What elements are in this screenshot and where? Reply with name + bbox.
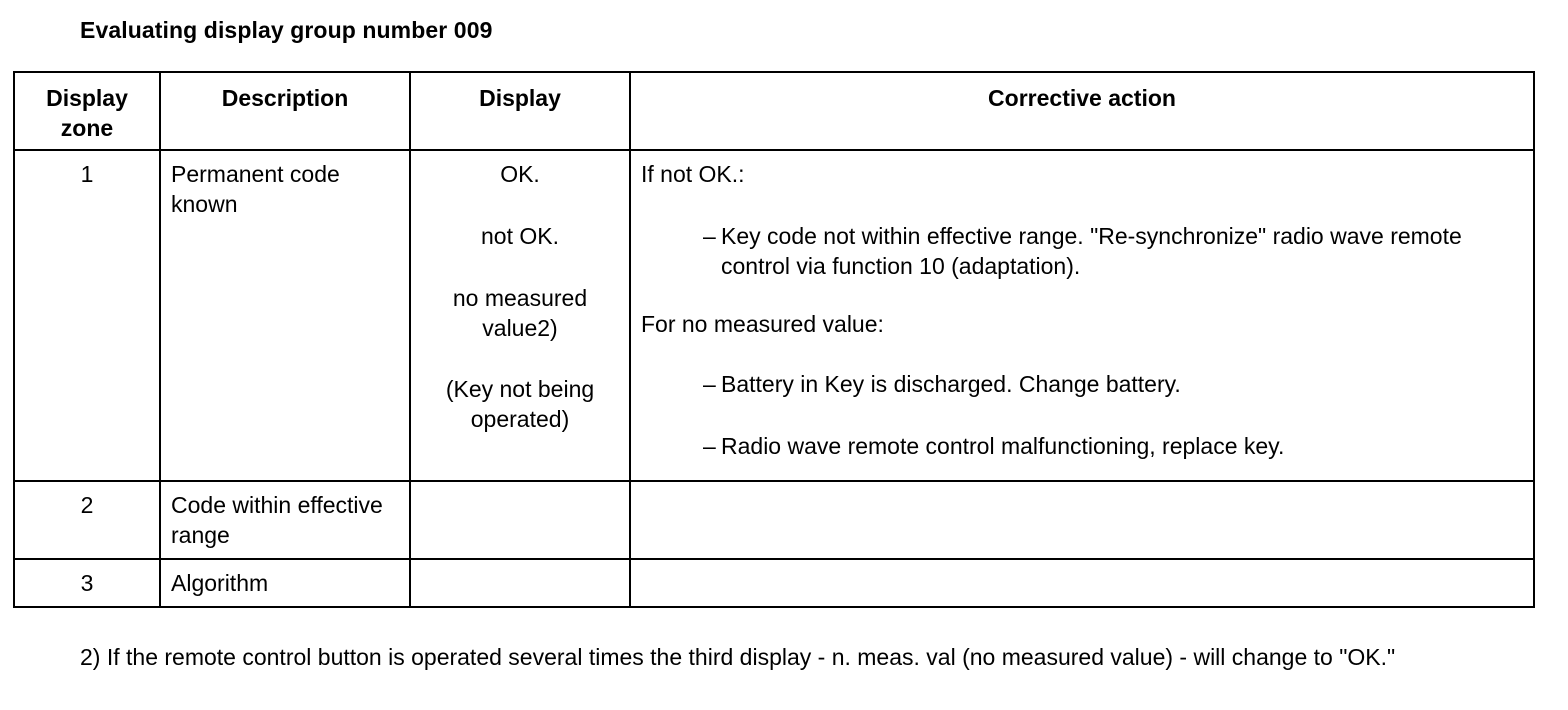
- action-bullet-text: Radio wave remote control malfunctioning, replace key.: [721, 433, 1285, 459]
- corrective-action-cell: [630, 150, 1534, 481]
- action-bullet-text: Battery in Key is discharged. Change battery.: [721, 371, 1181, 397]
- header-display: Display: [410, 72, 630, 150]
- action-bullet: [641, 369, 1523, 399]
- header-description: Description: [160, 72, 410, 150]
- display-value-not-ok: not OK.: [481, 223, 559, 249]
- action-bullet-text: Key code not within effective range. "Re-synchronize" radio wave remote control via function 10 (adaptation).: [721, 223, 1462, 279]
- header-corrective-action: Corrective action: [630, 72, 1534, 150]
- footnote: 2) If the remote control button is operated several times the third display - n. meas. val (no measured value) - will change to "OK.": [80, 644, 1396, 670]
- corrective-action-cell: [630, 559, 1534, 607]
- zone-cell: 3: [14, 559, 160, 607]
- corrective-action-cell: [630, 481, 1534, 559]
- header-display-zone: Display zone: [14, 72, 160, 150]
- display-value-no-measured: no measured value2): [452, 285, 588, 341]
- action-heading-no-measured: For no measured value:: [641, 311, 884, 337]
- display-cell: [410, 150, 630, 481]
- display-cell: [410, 559, 630, 607]
- table-row: [14, 559, 1534, 607]
- description-cell: Algorithm: [160, 559, 410, 607]
- display-group-table: [13, 71, 1535, 608]
- page-title: Evaluating display group number 009: [80, 17, 493, 43]
- display-cell: [410, 481, 630, 559]
- table-row: [14, 481, 1534, 559]
- description-cell: Permanent code known: [160, 150, 410, 481]
- action-bullet: [641, 221, 1523, 281]
- description-cell: Code within effective range: [160, 481, 410, 559]
- dash-icon: –: [703, 223, 716, 249]
- display-value-ok: OK.: [500, 161, 540, 187]
- dash-icon: –: [703, 433, 716, 459]
- table-row: [14, 150, 1534, 481]
- action-heading-not-ok: If not OK.:: [641, 161, 745, 187]
- action-bullet: [641, 431, 1523, 461]
- zone-cell: 2: [14, 481, 160, 559]
- table-header-row: [14, 72, 1534, 150]
- zone-cell: 1: [14, 150, 160, 481]
- dash-icon: –: [703, 371, 716, 397]
- display-value-key-not-operated: (Key not being operated): [445, 376, 595, 432]
